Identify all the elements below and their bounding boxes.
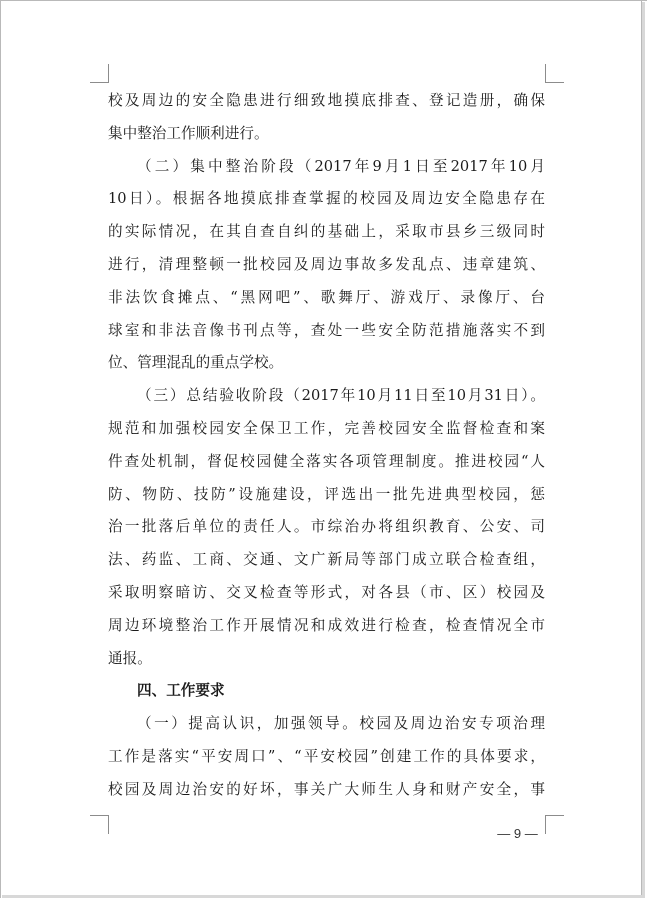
margin-corner-top-right xyxy=(545,64,564,83)
paragraph-line: 集中整治工作顺利进行。 xyxy=(108,124,269,142)
paragraph-line: 采取明察暗访、交叉检查等形式，对各县（市、区）校园及 xyxy=(108,583,545,601)
paragraph-line: 规范和加强校园安全保卫工作，完善校园安全监督检查和案 xyxy=(108,419,545,437)
paragraph-line: 10日）。根据各地摸底排查掌握的校园及周边安全隐患存在 xyxy=(108,190,545,208)
page-number: — 9 — xyxy=(497,826,538,841)
paragraph-line: （二）集中整治阶段（2017年9月1日至2017年10月 xyxy=(137,157,545,175)
paragraph-line: 校园及周边治安的好坏，事关广大师生人身和财产安全，事 xyxy=(108,780,545,798)
margin-corner-top-left xyxy=(90,64,109,83)
paragraph-line: 治一批落后单位的责任人。市综治办将组织教育、公安、司 xyxy=(108,518,545,536)
paragraph-line: 球室和非法音像书刊点等，查处一些安全防范措施落实不到 xyxy=(108,321,545,339)
section-heading: 四、工作要求 xyxy=(137,682,225,700)
paragraph-line: 的实际情况，在其自查自纠的基础上，采取市县乡三级同时 xyxy=(108,223,545,241)
paragraph-line: （三）总结验收阶段（2017年10月11日至10月31日）。 xyxy=(137,387,545,405)
page-left-border xyxy=(0,0,1,898)
paragraph-line: 防、物防、技防”设施建设，评选出一批先进典型校园，惩 xyxy=(108,485,545,503)
paragraph-line: 周边环境整治工作开展情况和成效进行检查，检查情况全市 xyxy=(108,616,545,634)
paragraph-line: 法、药监、工商、交通、文广新局等部门成立联合检查组， xyxy=(108,551,545,569)
paragraph-line: 进行，清理整顿一批校园及周边事故多发乱点、违章建筑、 xyxy=(108,255,545,273)
page-right-shadow xyxy=(642,2,645,898)
document-body xyxy=(108,85,545,807)
paragraph-line: 校及周边的安全隐患进行细致地摸底排查、登记造册，确保 xyxy=(108,92,545,109)
paragraph-line: 非法饮食摊点、“黑网吧”、歌舞厅、游戏厅、录像厅、台 xyxy=(108,288,545,306)
paragraph-line: 工作是落实“平安周口”、“平安校园”创建工作的具体要求， xyxy=(108,747,545,765)
margin-corner-bottom-right xyxy=(545,815,564,834)
page-top-border xyxy=(0,0,647,1)
paragraph-line: 位、管理混乱的重点学校。 xyxy=(108,354,284,372)
paragraph-line: 件查处机制，督促校园健全落实各项管理制度。推进校园“人 xyxy=(108,452,545,470)
paragraph-line: 通报。 xyxy=(108,649,152,667)
margin-corner-bottom-left xyxy=(90,815,109,834)
paragraph-line: （一）提高认识，加强领导。校园及周边治安专项治理 xyxy=(137,715,545,733)
